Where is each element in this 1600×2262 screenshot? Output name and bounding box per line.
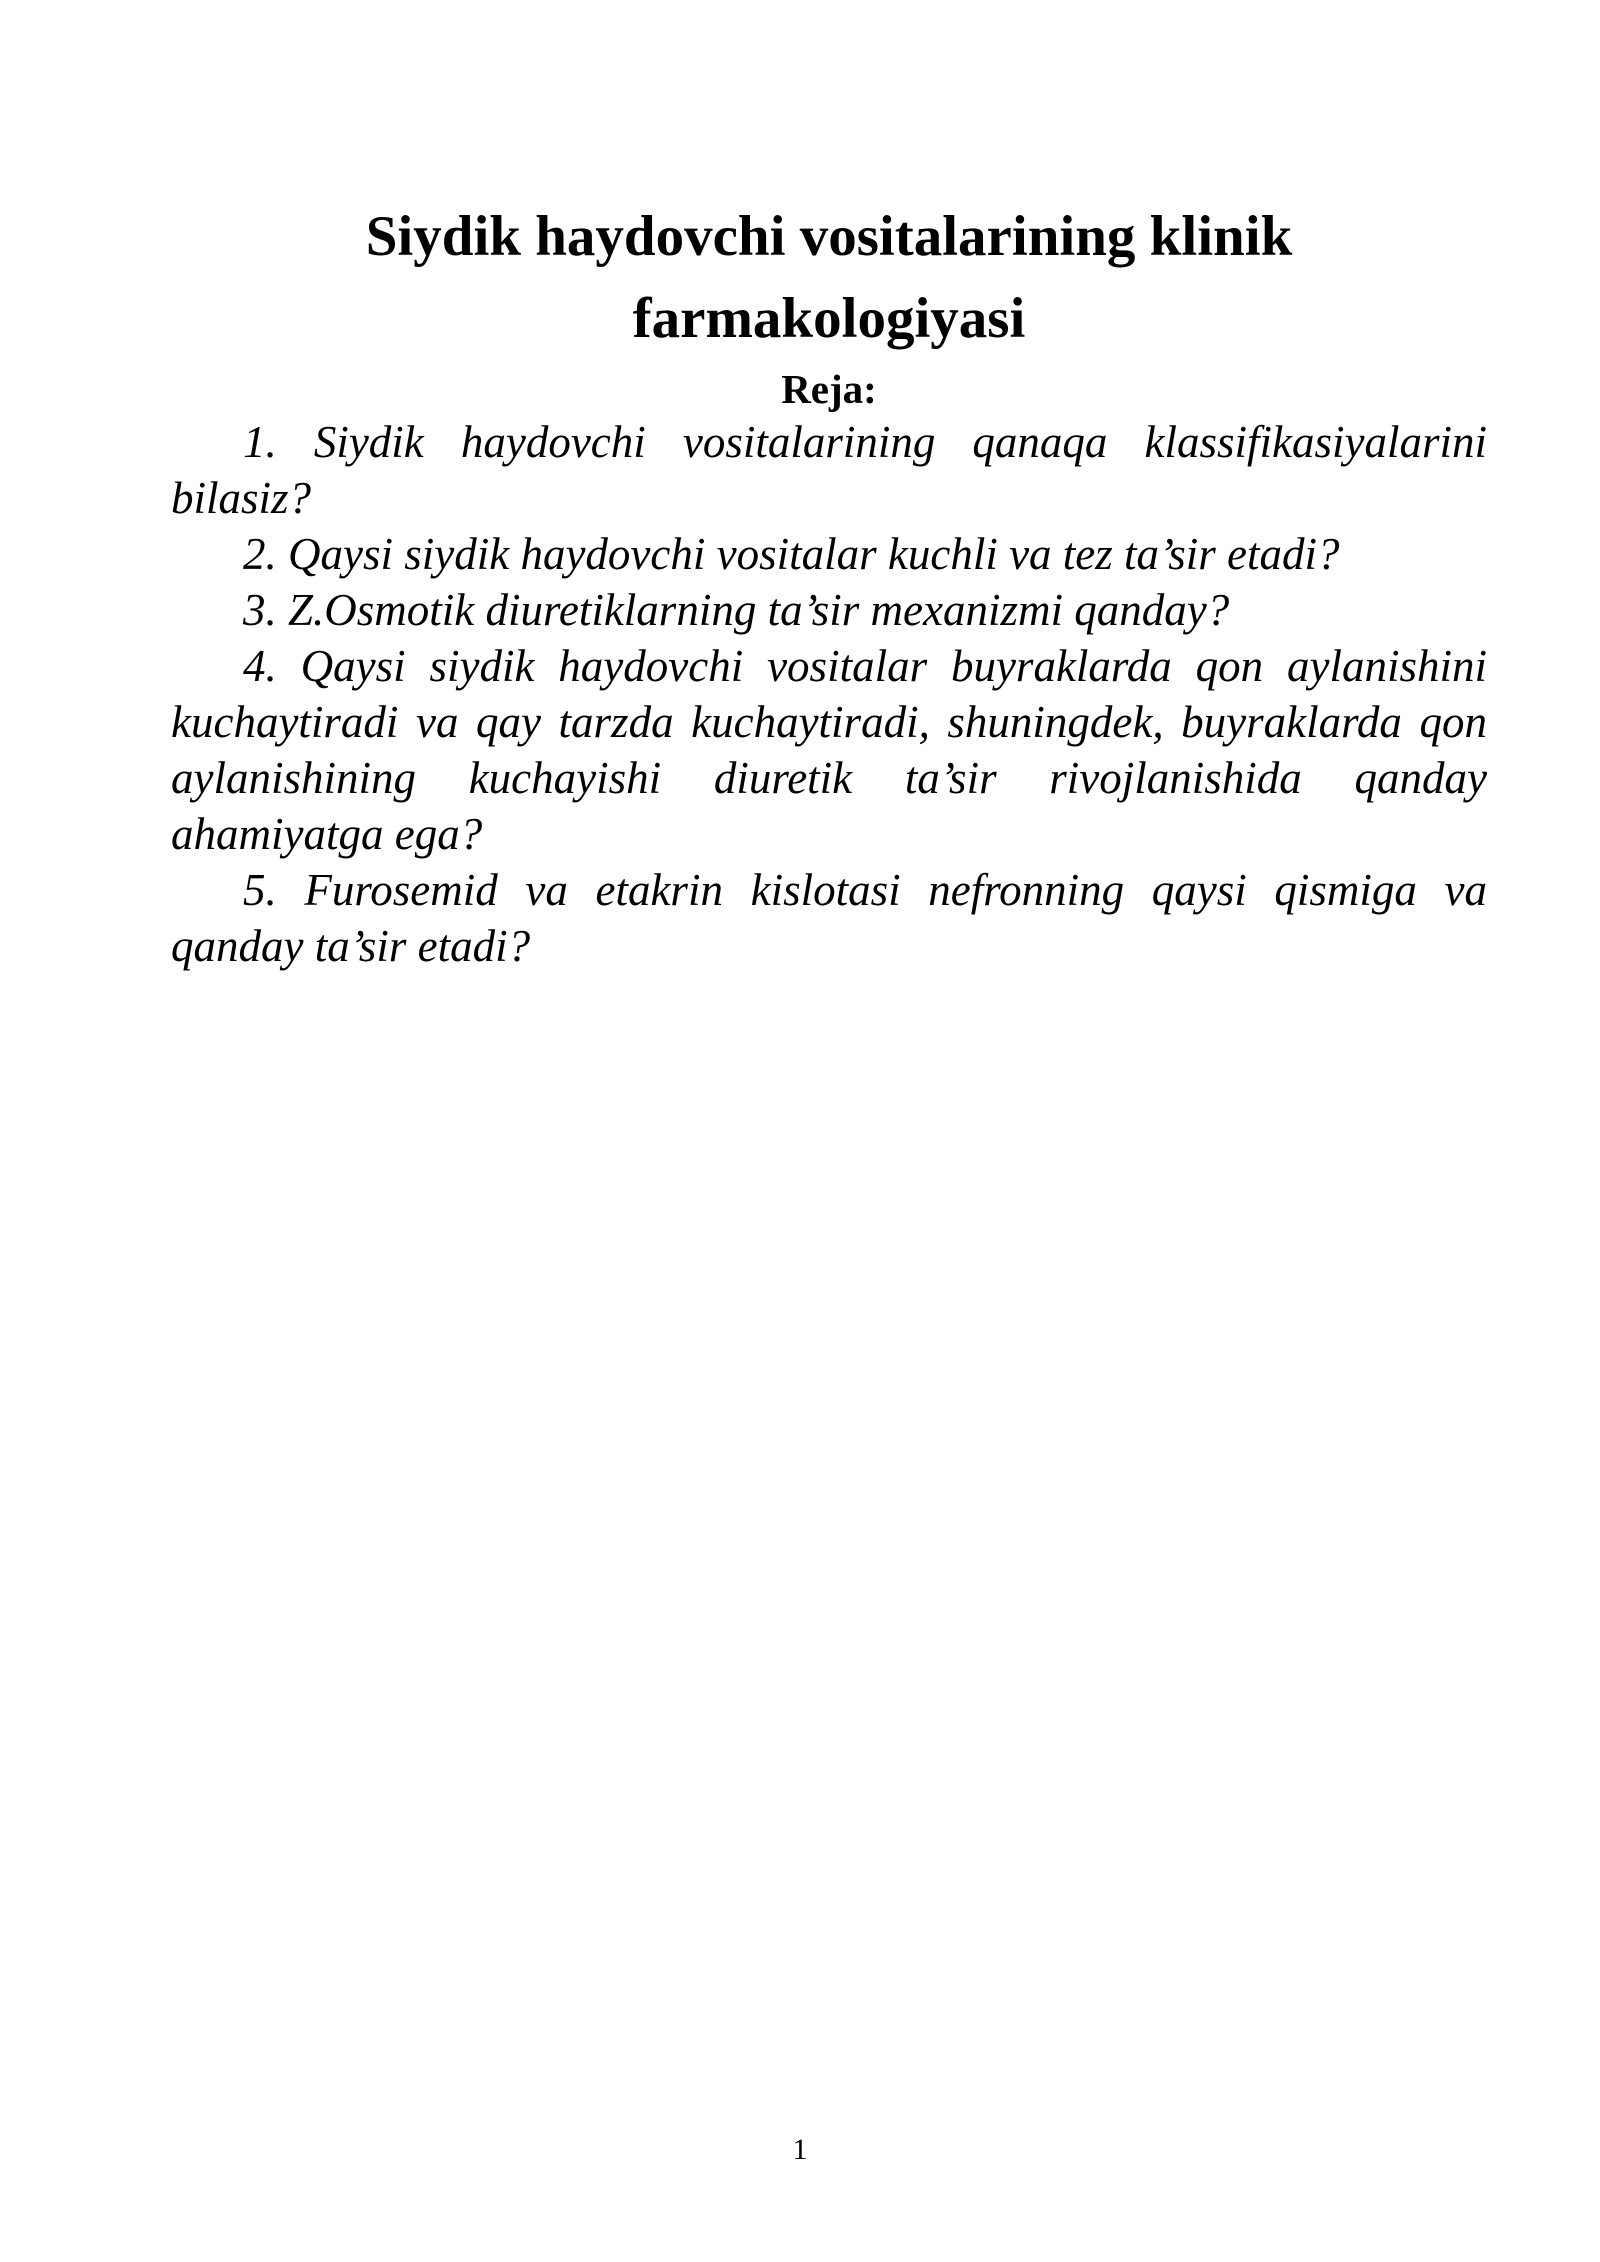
question-item-2: 2. Qaysi siydik haydovchi vositalar kuchli va tez ta’sir etadi? [243,529,1340,579]
question-item-5: 5. Furosemid va etakrin kislotasi nefronning qaysi qismiga va qanday ta’sir etadi? [171,865,1487,971]
plan-heading: Reja: [781,366,877,412]
title-line-1: Siydik haydovchi vositalarining klinik [365,205,1293,268]
page-number: 1 [792,2133,808,2166]
page-content [171,196,1487,974]
question-list [171,414,1487,974]
question-item-4: 4. Qaysi siydik haydovchi vositalar buyraklarda qon aylanishini kuchaytiradi va qay tarzda kuchaytiradi, shuningdek, buyraklarda qon aylanishining kuchayishi diuretik ta’sir rivojlanishida qanday ahamiyatga ega? [171,641,1487,859]
question-item-3: 3. Z.Osmotik diuretiklarning ta’sir mexanizmi qanday? [243,585,1230,635]
document-title [171,196,1487,360]
title-line-2: farmakologiyasi [632,287,1026,350]
question-item-1: 1. Siydik haydovchi vositalarining qanaqa klassifikasiyalarini bilasiz? [171,417,1487,523]
